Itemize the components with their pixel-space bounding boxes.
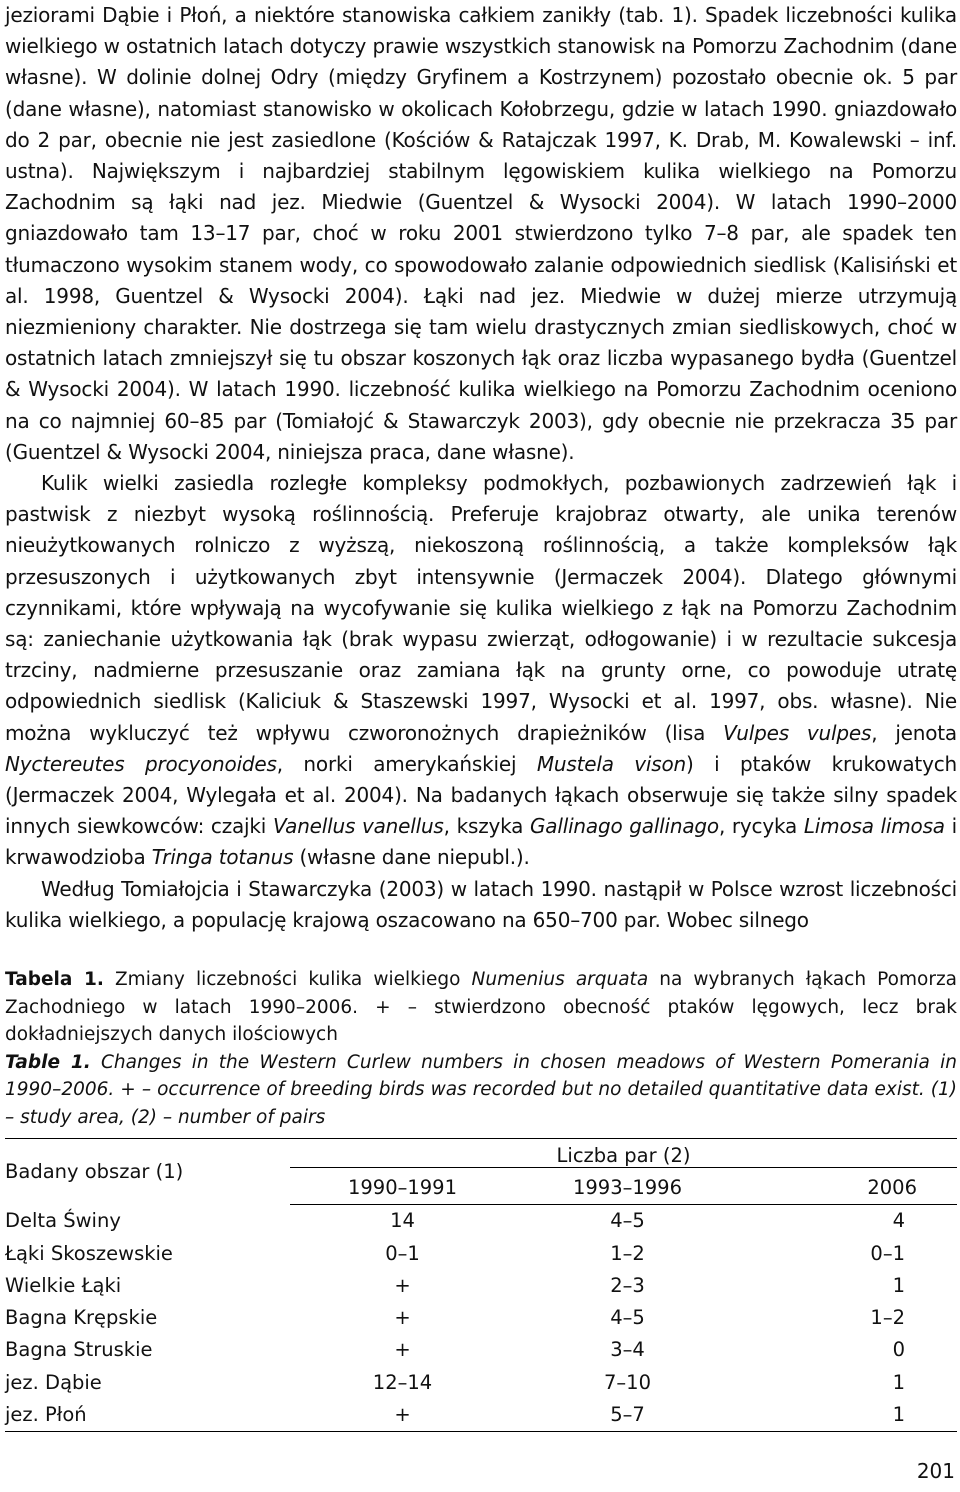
row-area: Delta Świny	[5, 1208, 121, 1232]
row-value-2006: 0–1	[870, 1241, 905, 1265]
row-value-1990-1991: +	[394, 1273, 411, 1297]
row-area: jez. Dąbie	[5, 1370, 102, 1394]
article-body	[5, 0, 957, 936]
row-value-1990-1991: +	[394, 1306, 411, 1330]
caption-polish-text: Zmiany liczebności kulika wielkiego Numenius arquata na wybranych łąkach Pomorza Zachodniego w latach 1990–2006. + – stwierdzono obecność ptaków lęgowych, lecz brak dokładniejszych danych ilościowych	[5, 969, 957, 1045]
row-value-2006: 1	[740, 1398, 957, 1431]
row-value-1993-1996: 1–2	[610, 1241, 645, 1265]
row-area: Bagna Struskie	[5, 1338, 153, 1362]
row-value-2006: 1–2	[870, 1306, 905, 1330]
header-period-1: 1990–1991	[290, 1171, 515, 1204]
caption-english	[5, 1049, 957, 1132]
row-value-1993-1996: 3–4	[610, 1338, 645, 1362]
row-value-1993-1996: 7–10	[604, 1370, 651, 1394]
table-row	[5, 1204, 957, 1237]
table-row	[5, 1366, 957, 1398]
row-value-2006: 0	[892, 1338, 905, 1362]
row-value-2006: 4	[892, 1209, 905, 1233]
header-period-2: 1993–1996	[515, 1171, 740, 1204]
row-value-1990-1991: +	[394, 1338, 411, 1362]
table-row	[5, 1334, 957, 1366]
paragraph-2: Kulik wielki zasiedla rozległe kompleksy podmokłych, pozbawionych zadrzewień łąk i pastwisk z niezbyt wysoką roślinnością. Preferuje krajobraz otwarty, ale unika terenów nieużytkowanych rolniczo z wyższą, niekoszoną roślinnością, a także kompleksów łąk przesuszonych i użytkowanych zbyt intensywnie (Jermaczek 2004). Dlatego głównymi czynnikami, które wpływają na wycofywanie się kulika wielkiego z łąk na Pomorzu Zachodnim są: zaniechanie użytkowania łąk (brak wypasu zwierząt, odłogowanie) i w rezultacie sukcesja trzciny, nadmierne przesuszanie oraz zamiana łąk na grunty orne, co powoduje utratę odpowiednich siedlisk (Kaliciuk & Staszewski 1997, Wysocki et al. 1997, obs. własne). Nie można wykluczyć też wpływu czworonożnych drapieżników (lisa Vulpes vulpes, jenota Nyctereutes procyonoides, norki amerykańskiej Mustela vison) i ptaków krukowatych (Jermaczek 2004, Wylegała et al. 2004). Na badanych łąkach obserwuje się także silny spadek innych siewkowców: czajki Vanellus vanellus, kszyka Gallinago gallinago, rycyka Limosa limosa i krwawodzioba Tringa totanus (własne dane niepubl.).	[5, 471, 957, 870]
table-body	[5, 1204, 957, 1431]
header-pairs: Liczba par (2)	[290, 1139, 957, 1172]
row-area: jez. Płoń	[5, 1398, 290, 1431]
table-row	[5, 1301, 957, 1333]
row-area: Wielkie Łąki	[5, 1273, 122, 1297]
row-value-2006: 1	[892, 1370, 905, 1394]
row-value-1990-1991: 14	[390, 1209, 415, 1233]
row-value-1993-1996: 2–3	[610, 1273, 645, 1297]
row-area: Łąki Skoszewskie	[5, 1241, 173, 1265]
caption-polish	[5, 966, 957, 1049]
paragraph-1: jeziorami Dąbie i Płoń, a niektóre stanowiska całkiem zanikły (tab. 1). Spadek liczebności kulika wielkiego w ostatnich latach dotyczy prawie wszystkich stanowisk na Pomorzu Zachodnim (dane własne). W dolinie dolnej Odry (między Gryfinem a Kostrzynem) pozostało obecnie ok. 5 par (dane własne), natomiast stanowisko w okolicach Kołobrzegu, gdzie w latach 1990. gniazdowało do 2 par, obecnie nie jest zasiedlone (Kościów & Ratajczak 1997, K. Drab, M. Kowalewski – inf. ustna). Największym i najbardziej stabilnym lęgowiskiem kulika wielkiego na Pomorzu Zachodnim są łąki nad jez. Miedwie (Guentzel & Wysocki 2004). W latach 1990–2000 gniazdowało tam 13–17 par, choć w roku 2001 stwierdzono tylko 7–8 par, ale spadek ten tłumaczono wysokim stanem wody, co spowodowało zalanie odpowiednich siedlisk (Kalisiński et al. 1998, Guentzel & Wysocki 2004). Łąki nad jez. Miedwie w dużej mierze utrzymują niezmieniony charakter. Nie dostrzega się tam wielu drastycznych zmian siedliskowych, choć w ostatnich latach zmniejszył się tu obszar koszonych łąk oraz liczba wypasanego bydła (Guentzel & Wysocki 2004). W latach 1990. liczebność kulika wielkiego na Pomorzu Zachodnim oceniono na co najmniej 60–85 par (Tomiałojć & Stawarczyk 2003), gdy obecnie nie przekracza 35 par (Guentzel & Wysocki 2004, niniejsza praca, dane własne).	[5, 3, 957, 464]
caption-polish-label: Tabela 1.	[5, 969, 104, 990]
caption-english-text: Changes in the Western Curlew numbers in chosen meadows of Western Pomerania in 1990–2006. + – occurrence of breeding birds was recorded but no detailed quantitative data exist. (1) – study area, (2) – number of pairs	[5, 1051, 957, 1128]
header-period-3: 2006	[740, 1171, 957, 1204]
table-row	[5, 1398, 957, 1431]
table-row	[5, 1237, 957, 1269]
paragraph-3: Według Tomiałojcia i Stawarczyka (2003) w latach 1990. nastąpił w Polsce wzrost liczebności kulika wielkiego, a populację krajową oszacowano na 650–700 par. Wobec silnego	[5, 876, 957, 932]
row-value-1993-1996: 4–5	[610, 1306, 645, 1330]
row-value-1993-1996: 5–7	[515, 1398, 740, 1431]
table-row	[5, 1269, 957, 1301]
table-caption	[5, 966, 957, 1131]
row-value-1993-1996: 4–5	[610, 1209, 645, 1233]
row-value-1990-1991: +	[290, 1398, 515, 1431]
header-area: Badany obszar (1)	[5, 1139, 290, 1205]
row-value-2006: 1	[892, 1273, 905, 1297]
row-area: Bagna Krępskie	[5, 1306, 158, 1330]
curlew-table	[5, 1138, 957, 1432]
row-value-1990-1991: 12–14	[372, 1370, 433, 1394]
page-number: 201	[916, 1459, 955, 1483]
row-value-1990-1991: 0–1	[385, 1241, 420, 1265]
caption-english-label: Table 1.	[5, 1051, 91, 1073]
